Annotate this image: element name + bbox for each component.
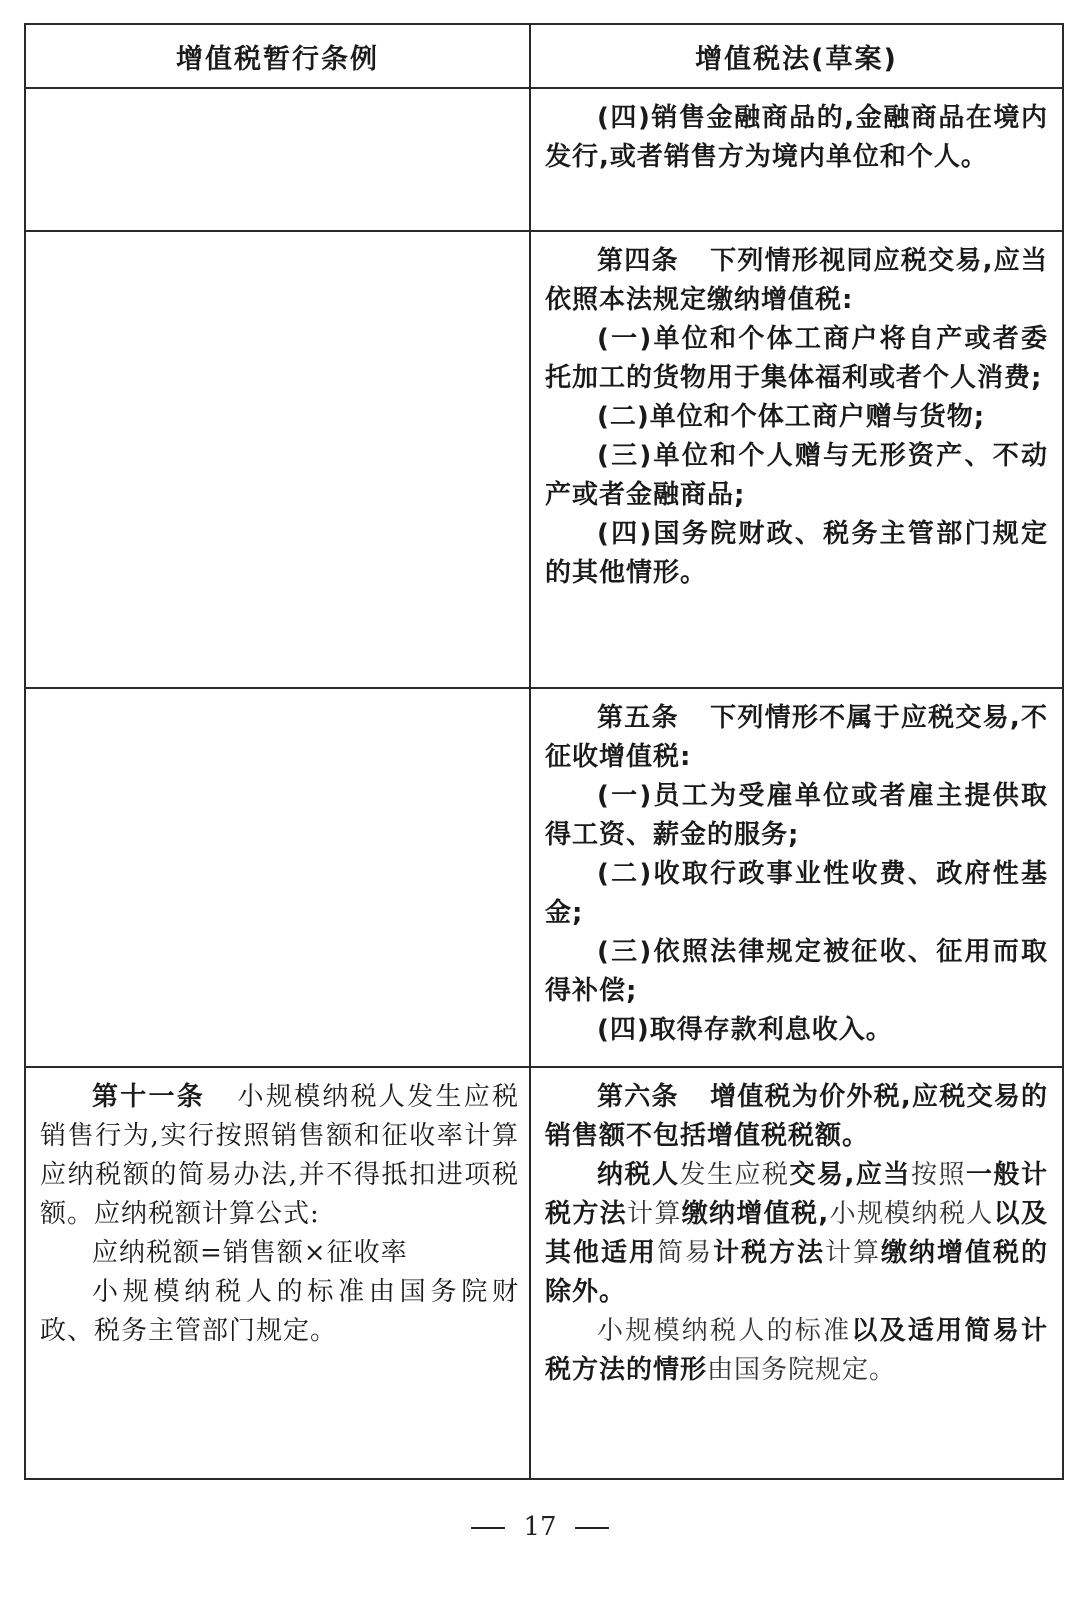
article-5-item-1: (一)员工为受雇单位或者雇主提供取得工资、薪金的服务; <box>545 781 1048 850</box>
article-6-heading <box>545 1078 1048 1156</box>
article-4-title: 第四条 <box>597 246 679 276</box>
text-bold: 以及其他适用 <box>545 1199 1048 1268</box>
row2-right-cell <box>530 231 1063 688</box>
article-6-paragraph-3 <box>545 1312 1048 1390</box>
page-number-footer <box>0 1512 1080 1542</box>
article-11-formula: 应纳税额=销售额×征收率 <box>92 1238 408 1268</box>
dash-right <box>575 1527 609 1529</box>
article-11-text: 小规模纳税人发生应税销售行为,实行按照销售额和征收率计算应纳税额的简易办法,并不得抵扣进项税额。应纳税额计算公式: <box>40 1082 519 1229</box>
article-6-text: 增值税为价外税,应税交易的销售额不包括增值税税额。 <box>545 1082 1048 1151</box>
article-5-item-4: (四)取得存款利息收入。 <box>597 1015 893 1045</box>
text-bold: 计税方法 <box>712 1238 825 1268</box>
article-4-item-1: (一)单位和个体工商户将自产或者委托加工的货物用于集体福利或者个人消费; <box>545 324 1048 393</box>
row1-left-cell <box>25 88 530 231</box>
article-5-item-2: (二)收取行政事业性收费、政府性基金; <box>545 859 1048 928</box>
table-row <box>25 88 1063 231</box>
header-left: 增值税暂行条例 <box>25 24 530 88</box>
table-header-row <box>25 24 1063 88</box>
article-4-heading <box>545 242 1048 320</box>
text-regular: 由国务院规定。 <box>707 1355 897 1385</box>
row1-right-cell <box>530 88 1063 231</box>
text-bold: 交易,应当 <box>789 1160 911 1190</box>
text-bold: 纳税人 <box>597 1160 680 1190</box>
article-5-heading <box>545 699 1048 777</box>
text-bold: 缴纳增值税, <box>681 1199 830 1229</box>
comparison-table <box>24 23 1064 1480</box>
row2-left-cell <box>25 231 530 688</box>
article-4-item-2: (二)单位和个体工商户赠与货物; <box>597 402 986 432</box>
article-11-title: 第十一条 <box>92 1082 206 1112</box>
text-bold: 缴纳增值税的除外。 <box>545 1238 1048 1307</box>
article-6-title: 第六条 <box>597 1082 679 1112</box>
article-6-paragraph-2 <box>545 1156 1048 1312</box>
text-bold: 一般计税方法 <box>545 1160 1048 1229</box>
text-regular: 简易 <box>656 1238 713 1268</box>
article-4-item-4: (四)国务院财政、税务主管部门规定的其他情形。 <box>545 519 1048 588</box>
text-regular: 计算 <box>824 1238 881 1268</box>
article-5-title: 第五条 <box>597 703 679 733</box>
row1-right-paragraph: (四)销售金融商品的,金融商品在境内发行,或者销售方为境内单位和个人。 <box>545 103 1048 172</box>
text-regular: 按照 <box>910 1160 966 1190</box>
article-4-text: 下列情形视同应税交易,应当依照本法规定缴纳增值税: <box>545 246 1048 315</box>
table-row <box>25 688 1063 1067</box>
text-regular: 计算 <box>627 1199 682 1229</box>
text-regular: 小规模纳税人 <box>829 1199 994 1229</box>
table-row <box>25 1067 1063 1479</box>
row4-right-cell <box>530 1067 1063 1479</box>
table-row <box>25 231 1063 688</box>
article-11-standard: 小规模纳税人的标准由国务院财政、税务主管部门规定。 <box>40 1277 519 1346</box>
dash-left <box>471 1527 505 1529</box>
header-right: 增值税法(草案) <box>530 24 1063 88</box>
article-11-heading <box>40 1078 519 1234</box>
page-number: 17 <box>523 1512 557 1542</box>
article-5-text: 下列情形不属于应税交易,不征收增值税: <box>545 703 1048 772</box>
article-5-item-3: (三)依照法律规定被征收、征用而取得补偿; <box>545 937 1048 1006</box>
text-bold: 以及适用简易计税方法的情形 <box>545 1316 1048 1385</box>
text-regular: 发生应税 <box>679 1160 790 1190</box>
article-4-item-3: (三)单位和个人赠与无形资产、不动产或者金融商品; <box>545 441 1048 510</box>
row4-left-cell <box>25 1067 530 1479</box>
text-regular: 小规模纳税人的标准 <box>597 1316 852 1346</box>
row3-left-cell <box>25 688 530 1067</box>
row3-right-cell <box>530 688 1063 1067</box>
